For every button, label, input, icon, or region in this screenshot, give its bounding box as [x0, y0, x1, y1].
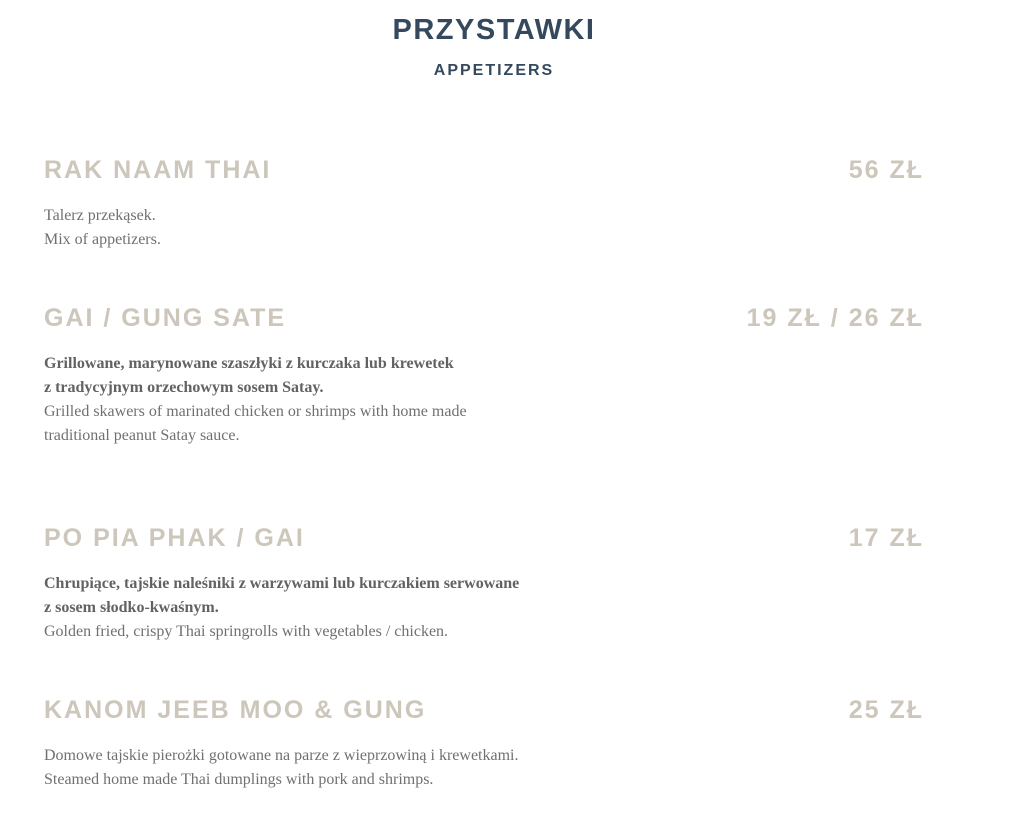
description-en: Grilled skawers of marinated chicken or shrimps with home made: [44, 403, 467, 420]
item-description: [44, 572, 664, 644]
page-subtitle: APPETIZERS: [433, 62, 555, 79]
item-name: GAI / GUNG SATE: [44, 304, 287, 332]
description-pl: Domowe tajskie pierożki gotowane na parze z wieprzowiną i krewetkami.: [44, 747, 519, 764]
item-description: [44, 204, 664, 252]
item-price: 19 ZŁ / 26 ZŁ: [746, 304, 924, 332]
item-name: KANOM JEEB MOO & GUNG: [44, 696, 427, 724]
item-description: [44, 744, 664, 792]
description-pl: z sosem słodko-kwaśnym.: [44, 599, 219, 616]
description-pl: Grillowane, marynowane szaszłyki z kurczaka lub krewetek: [44, 355, 454, 372]
item-price: 25 ZŁ: [848, 696, 924, 724]
description-pl: Talerz przekąsek.: [44, 207, 156, 224]
description-en: Golden fried, crispy Thai springrolls with vegetables / chicken.: [44, 623, 449, 640]
item-description: [44, 352, 664, 448]
description-en: Steamed home made Thai dumplings with pork and shrimps.: [44, 771, 434, 788]
description-pl: Chrupiące, tajskie naleśniki z warzywami lub kurczakiem serwowane: [44, 575, 520, 592]
description-en: Mix of appetizers.: [44, 231, 161, 248]
page-title: PRZYSTAWKI: [392, 14, 596, 46]
item-price: 17 ZŁ: [848, 524, 924, 552]
item-name: PO PIA PHAK / GAI: [44, 524, 305, 552]
description-en: traditional peanut Satay sauce.: [44, 427, 240, 444]
item-price: 56 ZŁ: [848, 156, 924, 184]
item-name: RAK NAAM THAI: [44, 156, 272, 184]
description-pl: z tradycyjnym orzechowym sosem Satay.: [44, 379, 324, 396]
